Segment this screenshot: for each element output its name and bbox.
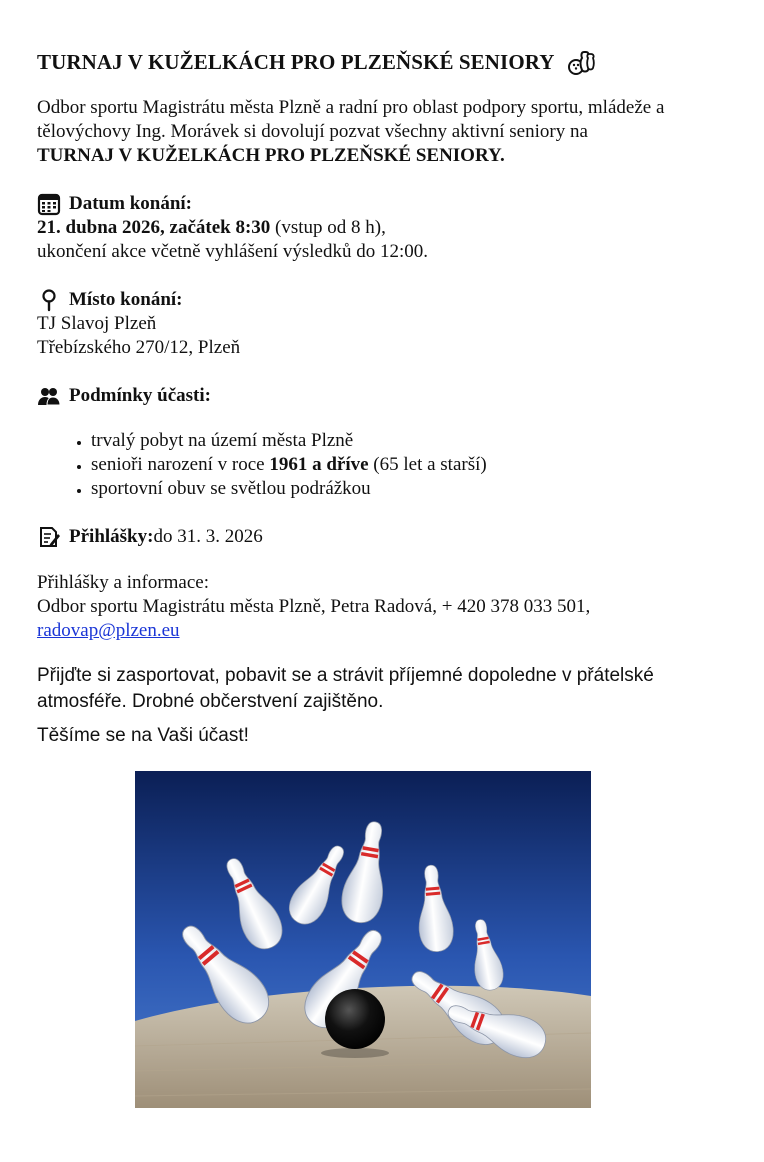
calendar-icon [37,192,61,216]
place-heading [37,288,737,312]
date-value: 21. dubna 2026, začátek 8:30 [37,217,271,238]
item2-suffix: (65 let a starší) [368,454,487,475]
place-heading-label: Místo konání: [69,289,183,310]
bowling-icon [567,48,595,76]
conditions-heading [37,384,737,408]
conditions-heading-label: Podmínky účasti: [69,385,211,406]
bowling-photo [135,771,591,1108]
title-text: TURNAJ V KUŽELKÁCH PRO PLZEŇSKÉ SENIORY [37,50,555,74]
date-heading [37,192,737,216]
registration-deadline: do 31. 3. 2026 [153,526,263,547]
contact-details: Odbor sportu Magistrátu města Plzně, Petra Radová, + 420 378 033 501, [37,596,591,617]
date-entry-note: (vstup od 8 h), [270,217,386,238]
place-address: Třebízského 270/12, Plzeň [37,337,241,358]
edit-document-icon [37,525,61,549]
conditions-list [37,429,737,501]
intro-event-name: TURNAJ V KUŽELKÁCH PRO PLZEŇSKÉ SENIORY. [37,145,505,166]
list-item: • sportovní obuv se světlou podrážkou [91,477,737,501]
list-item: • trvalý pobyt na území města Plzně [91,429,737,453]
registration-label: Přihlášky: [69,526,154,547]
closing-paragraph: Přijďte si zasportovat, pobavit se a strávit příjemné dopoledne v přátelské atmosféře. Drobné občerstvení zajištěno. [37,665,654,712]
people-icon [37,384,61,408]
item2-year: 1961 a dříve [269,454,369,475]
intro-paragraph [37,96,737,168]
invitation-document [37,44,737,749]
registration-line [37,525,737,549]
email-link[interactable]: radovap@plzen.eu [37,620,180,641]
date-heading-label: Datum konání: [69,193,192,214]
place-venue: TJ Slavoj Plzeň [37,313,157,334]
conditions-section [37,384,737,501]
date-section [37,192,737,264]
date-end-line: ukončení akce včetně vyhlášení výsledků do 12:00. [37,241,428,262]
page-title [37,44,737,80]
contact-label: Přihlášky a informace: [37,572,210,593]
map-pin-icon [37,288,61,312]
date-line [37,216,737,240]
closing-thanks: Těšíme se na Vaši účast! [37,725,249,746]
intro-text: Odbor sportu Magistrátu města Plzně a radní pro oblast podpory sportu, mládeže a tělovýchovy Ing. Morávek si dovolují pozvat všechny aktivní seniory na [37,97,665,142]
item2-prefix: senioři narození v roce [91,454,270,475]
list-item [91,453,737,477]
contact-section [37,571,737,643]
place-section [37,288,737,360]
